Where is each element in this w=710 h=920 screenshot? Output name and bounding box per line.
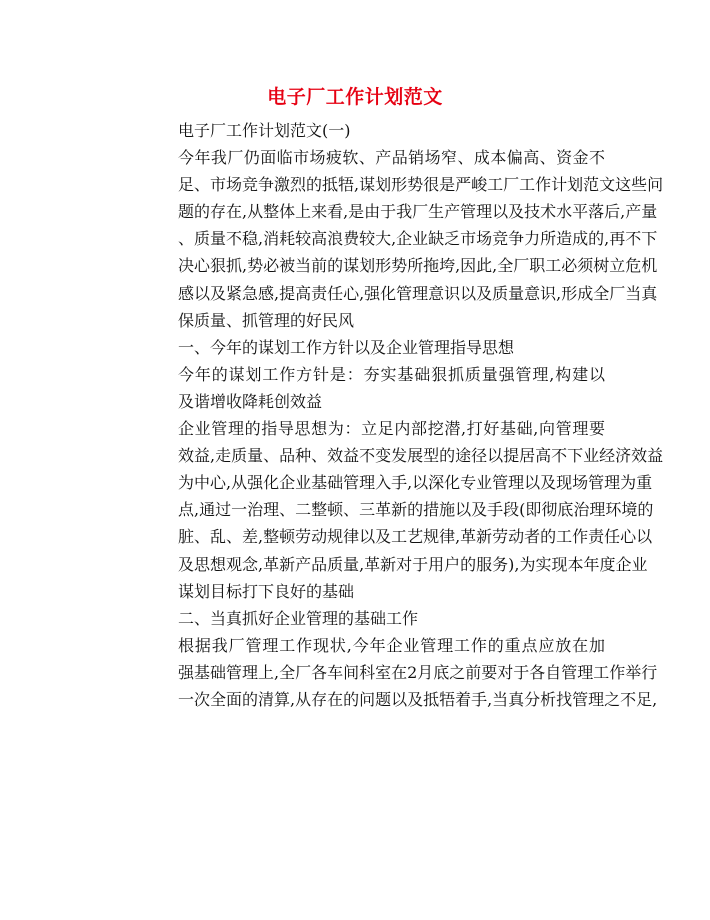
paragraph-line: 为中心,从强化企业基础管理入手,以深化专业管理以及现场管理为重 [178,473,653,493]
paragraph-line: 今年我厂仍面临市场疲软、产品销场窄、成本偏高、资金不 [178,148,605,168]
document-body [105,117,664,713]
paragraph-4 [105,632,658,713]
paragraph-line: 、质量不稳,消耗较高浪费较大,企业缺乏市场竞争力所造成的,再不下 [178,229,658,249]
section-heading-line: 二、当真抓好企业管理的基础工作 [178,608,419,628]
paragraph-line: 保质量、抓管理的好民风 [178,310,355,330]
paragraph-line: 强基础管理上,全厂各车间科室在2月底之前要对于各自管理工作举行 [178,662,658,682]
paragraph-line: 一次全面的清算,从存在的问题以及抵牾着手,当真分析找管理之不足, [178,689,658,709]
paragraph-1 [105,144,664,334]
paragraph-line: 根据我厂管理工作现状,今年企业管理工作的重点应放在加 [178,635,605,655]
subtitle [105,117,605,144]
section-heading-line: 一、今年的谋划工作方针以及企业管理指导思想 [178,337,515,357]
paragraph-line: 谋划目标打下良好的基础 [178,581,355,601]
section-heading-2 [105,605,605,632]
paragraph-line: 及谐增收降耗创效益 [178,391,323,411]
paragraph-line: 及思想观念,革新产品质量,革新对于用户的服务),为实现本年度企业 [178,554,648,574]
paragraph-line: 决心狠抓,势必被当前的谋划形势所拖垮,因此,全厂职工必须树立危机 [178,256,658,276]
section-heading-1 [105,334,605,361]
paragraph-line: 题的存在,从整体上来看,是由于我厂生产管理以及技术水平落后,产量 [178,202,658,222]
paragraph-line: 脏、乱、差,整顿劳动规律以及工艺规律,革新劳动者的工作责任心以 [178,527,653,547]
paragraph-line: 感以及紧急感,提高责任心,强化管理意识以及质量意识,形成全厂当真 [178,283,658,303]
paragraph-line: 企业管理的指导思想为：立足内部挖潜,打好基础,向管理要 [178,419,605,439]
paragraph-2 [105,361,605,415]
document-title: 电子厂工作计划范文 [267,86,443,108]
paragraph-line: 足、市场竞争激烈的抵牾,谋划形势很是严峻工厂工作计划范文这些问 [178,175,664,195]
paragraph-line: 今年的谋划工作方针是：夯实基础狠抓质量强管理,构建以 [178,364,605,384]
paragraph-3 [105,415,664,605]
subtitle-line: 电子厂工作计划范文(一) [178,121,351,140]
paragraph-line: 点,通过一治理、二整顿、三革新的措施以及手段(即彻底治理环境的 [178,500,654,520]
paragraph-line: 效益,走质量、品种、效益不变发展型的途径以提居高不下业经济效益 [178,446,664,466]
